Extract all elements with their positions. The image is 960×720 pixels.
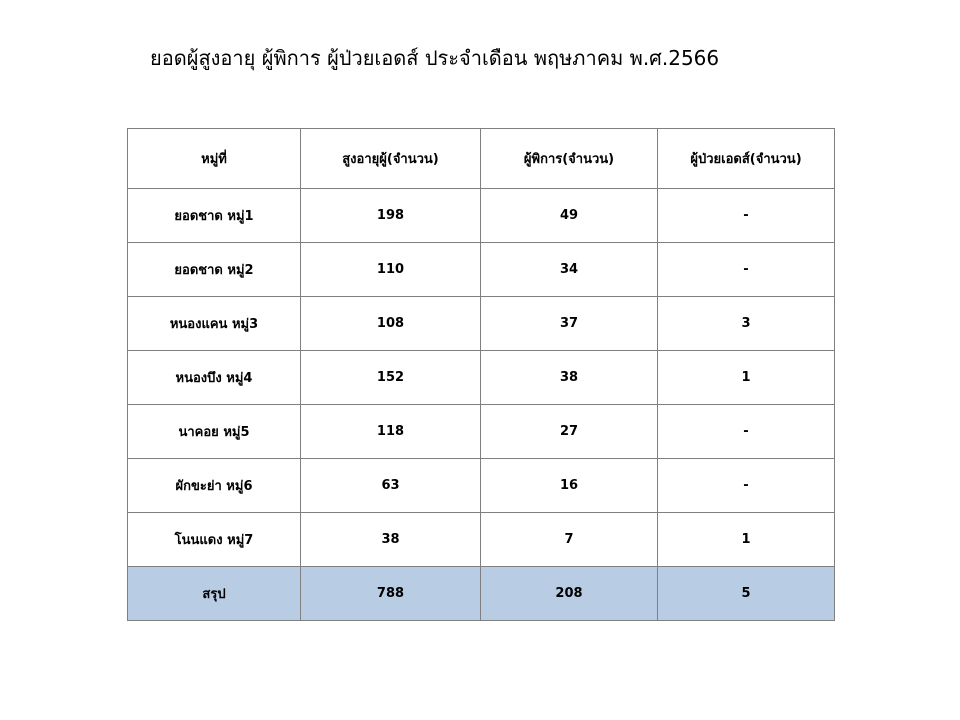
cell-aids: - [658,189,835,243]
cell-elderly: 63 [301,459,481,513]
cell-aids: 1 [658,513,835,567]
cell-disabled: 34 [481,243,658,297]
cell-village: โนนแดง หมู่7 [128,513,301,567]
cell-village: ผักขะย่า หมู่6 [128,459,301,513]
total-label: สรุป [128,567,301,621]
cell-aids: - [658,405,835,459]
table-row [128,243,835,297]
table-row [128,513,835,567]
cell-village: ยอดชาด หมู่2 [128,243,301,297]
page-title: ยอดผู้สูงอายุ ผู้พิการ ผู้ป่วยเอดส์ ประจำเดือน พฤษภาคม พ.ศ.2566 [150,46,720,70]
header-aids: ผู้ป่วยเอดส์(จำนวน) [658,129,835,189]
cell-village: นาคอย หมู่5 [128,405,301,459]
summary-table [127,128,835,621]
cell-elderly: 38 [301,513,481,567]
cell-disabled: 37 [481,297,658,351]
cell-village: ยอดชาด หมู่1 [128,189,301,243]
cell-village: หนองบึง หมู่4 [128,351,301,405]
cell-disabled: 7 [481,513,658,567]
header-disabled: ผู้พิการ(จำนวน) [481,129,658,189]
cell-aids: 1 [658,351,835,405]
total-row [128,567,835,621]
table-row [128,405,835,459]
header-village: หมู่ที่ [128,129,301,189]
cell-disabled: 38 [481,351,658,405]
cell-elderly: 152 [301,351,481,405]
header-row [128,129,835,189]
cell-disabled: 27 [481,405,658,459]
cell-aids: 3 [658,297,835,351]
table-row [128,459,835,513]
cell-elderly: 198 [301,189,481,243]
cell-disabled: 49 [481,189,658,243]
cell-elderly: 118 [301,405,481,459]
cell-elderly: 110 [301,243,481,297]
cell-aids: - [658,459,835,513]
table-row [128,297,835,351]
cell-aids: - [658,243,835,297]
table-row [128,351,835,405]
total-disabled: 208 [481,567,658,621]
table-row [128,189,835,243]
cell-elderly: 108 [301,297,481,351]
total-elderly: 788 [301,567,481,621]
cell-disabled: 16 [481,459,658,513]
total-aids: 5 [658,567,835,621]
cell-village: หนองแคน หมู่3 [128,297,301,351]
header-elderly: สูงอายุผู้(จำนวน) [301,129,481,189]
